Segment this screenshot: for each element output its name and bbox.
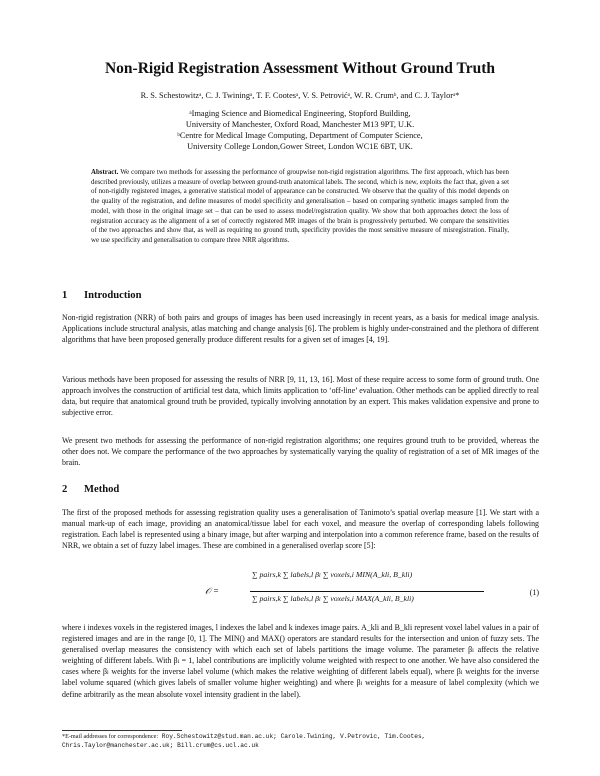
footnote — [62, 733, 539, 750]
footnote-lead: *E-mail addresses for correspondence: — [62, 733, 159, 740]
fraction-bar — [250, 591, 484, 592]
method-paragraph-1: The first of the proposed methods for assessing registration quality uses a generalisation of Tanimoto’s spatial overlap measure [1]. We start with a manual mark-up of each image, providing an anatomical/tissue label for each voxel, and measure the overlap of corresponding labels following registration. Each label is represented using a binary image, but after warping and interpolation into a common reference frame, based on the results of NRR, we obtain a set of fuzzy label images. These are combined in a generalised overlap score [5]: — [62, 508, 539, 551]
section-number: 1 — [62, 290, 68, 301]
affiliation-line: University College London,Gower Street, London WC1E 6BT, UK. — [187, 142, 413, 151]
footnote-rule — [62, 730, 182, 731]
abstract-label: Abstract. — [91, 169, 119, 176]
affiliation-line: ᵇCentre for Medical Image Computing, Department of Computer Science, — [177, 131, 423, 140]
section-heading — [62, 290, 142, 301]
overlap-equation — [62, 570, 539, 618]
abstract-text: We compare two methods for assessing the performance of groupwise non-rigid registration algorithms. The first approach, which has been described previously, utilizes a measure of overlap between ground-truth anatomical labels. The second, which is new, exploits the fact that, given a set of non-rigidly registered images, a generative statistical model of appearance can be constructed. We observe that the quality of this model depends on the quality of the registration, and define measures of model specificity and generalisation – based on comparing synthetic images sampled from the model, with those in the original image set – that can be used to assess model/registration quality. We show that both approaches detect the loss of registration accuracy as the alignment of a set of correctly registered MR images of the brain is progressively perturbed. We compare the sensitivities of the two approaches and show that, as well as requiring no ground truth, specificity provides the most sensitive measure of misregistration. Finally, we use specificity and generalisation to compare three NRR algorithms. — [91, 169, 509, 244]
affiliation-line: ᵃImaging Science and Biomedical Engineering, Stopford Building, — [189, 109, 411, 118]
author-list: R. S. Schestowitzᵃ, C. J. Twiningᵃ, T. F. Cootesᵃ, V. S. Petrovićᵃ, W. R. Crumᵇ, and C. J. Taylorᵃ* — [140, 91, 460, 100]
equation-denominator: ∑ pairs,k ∑ labels,l βₗ ∑ voxels,i MAX(A_kli, B_kli) — [252, 594, 414, 603]
abstract — [91, 168, 509, 246]
paper-title: Non-Rigid Registration Assessment Without Ground Truth — [104, 60, 495, 77]
section-number: 2 — [62, 484, 68, 495]
equation-lhs: 𝒪 = — [205, 586, 219, 596]
section-heading — [62, 484, 119, 495]
intro-paragraph-3: We present two methods for assessing the performance of non-rigid registration algorithms; one requires ground truth to be provided, whereas the other does not. We compare the performance of the two approaches by systematically varying the quality of registration of a set of MR images of the brain. — [62, 436, 539, 468]
footnote-emails: Roy.Schestowitz@stud.man.ac.uk; Carole.Twining, V.Petrovic, Tim.Cootes, Chris.Taylor@manchester.ac.uk; Bill.crum@cs.ucl.ac.uk — [62, 733, 426, 749]
affiliation-line: University of Manchester, Oxford Road, Manchester M13 9PT, U.K. — [185, 120, 415, 129]
section-title: Method — [84, 484, 120, 495]
equation-number: (1) — [529, 588, 539, 597]
equation-numerator: ∑ pairs,k ∑ labels,l βₗ ∑ voxels,i MIN(A_kli, B_kli) — [252, 570, 413, 579]
method-paragraph-2: where i indexes voxels in the registered images, l indexes the label and k indexes image pairs. A_kli and B_kli represent voxel label values in a pair of registered images and are in the range [0, 1]. The MIN() and MAX() operators are standard results for the intersection and union of fuzzy sets. The generalised overlap measures the consistency with which each set of labels partitions the image volume. The parameter βₗ affects the relative weighting of different labels. With βₗ = 1, label contributions are implicitly volume weighted with respect to one another. We have also considered the cases where βₗ weights for the inverse label volume (which makes the relative weighting of different labels equal), where βₗ weights for the inverse label volume squared (which gives labels of smaller volume higher weighting) and where βₗ weights for a measure of label complexity (which we define arbitrarily as the mean absolute voxel intensity gradient in the label). — [62, 623, 539, 699]
section-title: Introduction — [84, 290, 142, 301]
intro-paragraph-1: Non-rigid registration (NRR) of both pairs and groups of images has been used increasingly in recent years, as a basis for medical image analysis. Applications include structural analysis, atlas matching and change analysis [6]. The problem is highly under-constrained and the plethora of different algorithms that have been proposed generally produce different results for a given set of images [4, 19]. — [62, 313, 539, 345]
intro-paragraph-2: Various methods have been proposed for assessing the results of NRR [9, 11, 13, 16]. Most of these require access to some form of ground truth. One approach involves the construction of artificial test data, which limits application to ‘off-line’ evaluation. Other methods can be applied directly to real data, but require that anatomical ground truth be provided, typically involving annotation by an expert. This makes validation expensive and prone to subjective error. — [62, 375, 539, 418]
